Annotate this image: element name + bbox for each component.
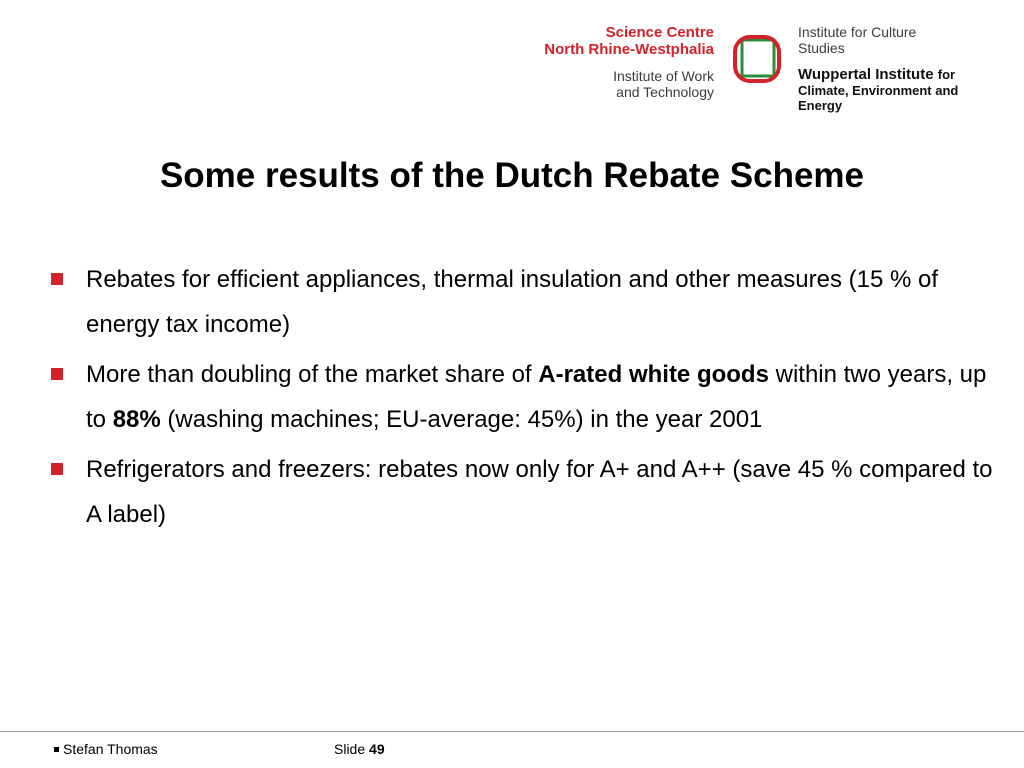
- bullet-item: [48, 257, 998, 347]
- slide-title: Some results of the Dutch Rebate Scheme: [159, 156, 865, 195]
- bullet-item: [48, 447, 998, 537]
- logo-wuppertal-line: Wuppertal Institute for: [798, 66, 956, 84]
- footer-slide-number: [334, 741, 385, 757]
- bullet-text-part: within two years, up to: [86, 361, 987, 433]
- bullet-text-part: (washing machines; EU-average: 45%) in the year 2001: [160, 406, 763, 433]
- footer-divider: [0, 731, 1024, 732]
- science-centre-logo: [544, 24, 714, 100]
- red-square-bullet-icon: [51, 463, 63, 475]
- wuppertal-institute-logo: [798, 25, 958, 113]
- slide-label: Slide: [334, 741, 366, 757]
- red-square-bullet-icon: [51, 368, 63, 380]
- bullet-emphasis: A-rated white goods: [538, 361, 769, 388]
- bullet-item: [48, 352, 998, 442]
- logo-science-centre-line: Science Centre: [605, 24, 714, 41]
- logo-climate-line: Climate, Environment and: [798, 83, 959, 99]
- logo-energy-line: Energy: [798, 97, 843, 113]
- bullet-list: [48, 257, 998, 542]
- logo-institute-work-line: Institute of Work: [613, 67, 714, 84]
- logo-studies-line: Studies: [798, 39, 845, 56]
- bullet-text: Rebates for efficient appliances, thermal insulation and other measures (15 % of energy tax income): [86, 266, 939, 338]
- logo-technology-line: and Technology: [616, 83, 714, 100]
- red-square-bullet-icon: [51, 273, 63, 285]
- bullet-emphasis: 88%: [112, 406, 161, 433]
- footer-author: [54, 741, 158, 757]
- science-centre-emblem-icon: [731, 34, 783, 84]
- slide-number: 49: [369, 741, 385, 757]
- logo-north-rhine-line: North Rhine-Westphalia: [544, 41, 714, 59]
- bullet-text: Refrigerators and freezers: rebates now only for A+ and A++ (save 45 % compared to A label): [86, 456, 993, 528]
- author-name: Stefan Thomas: [63, 741, 158, 757]
- small-square-bullet-icon: [54, 747, 59, 752]
- logo-culture-studies-line: Institute for Culture: [798, 24, 917, 40]
- bullet-text-part: More than doubling of the market share of: [86, 361, 539, 388]
